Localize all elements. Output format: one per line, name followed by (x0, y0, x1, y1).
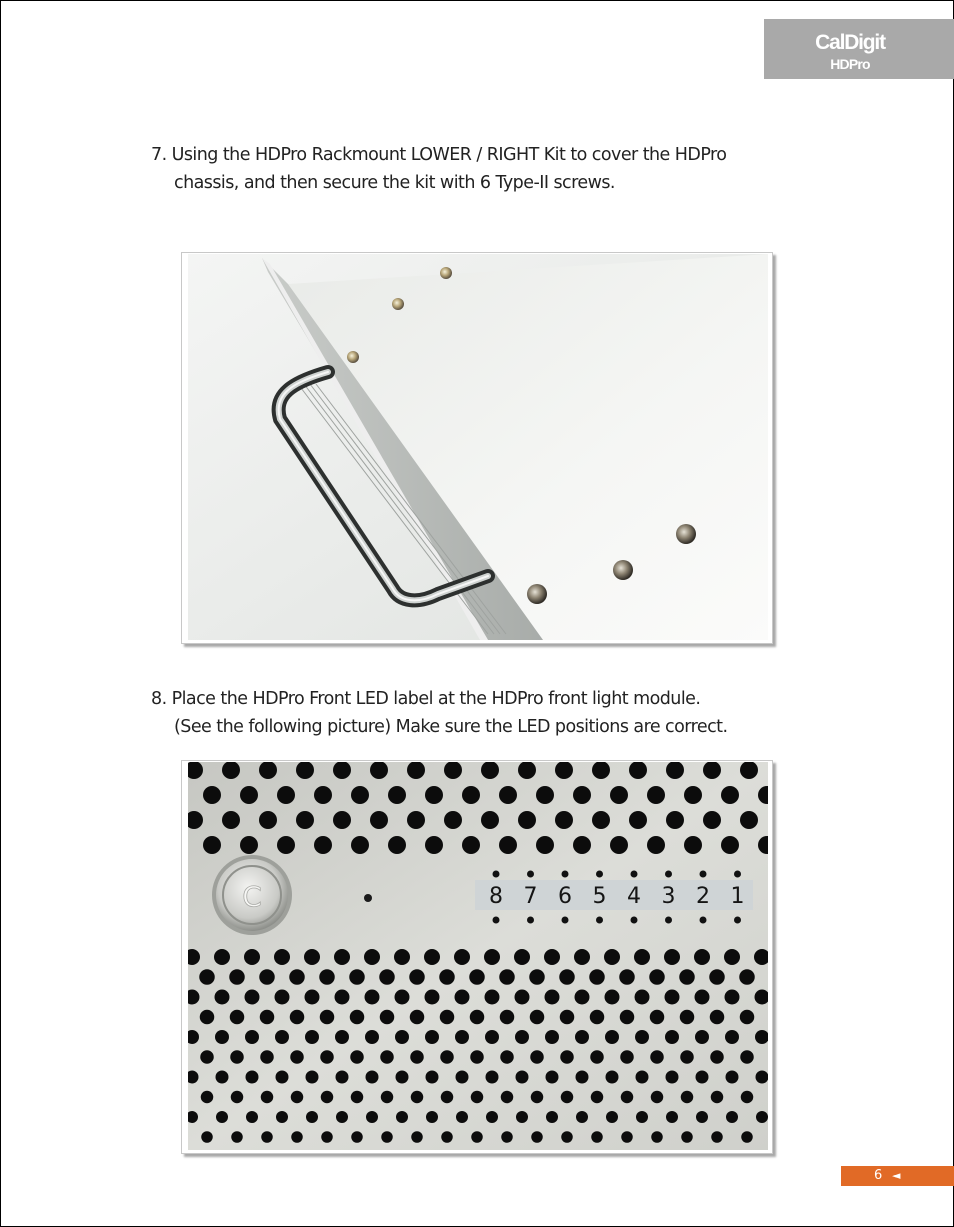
led-number: 2 (696, 884, 710, 909)
screw (440, 267, 452, 279)
led-dot-bottom (631, 917, 638, 924)
led-dot-top (631, 871, 638, 878)
logo-brand: CalDigit (815, 31, 885, 54)
led-number: 3 (661, 884, 676, 909)
led-dot-top (734, 871, 741, 878)
caldigit-hdpro-logo (764, 19, 954, 79)
led-dot-bottom (665, 917, 672, 924)
led-dot-top (493, 871, 500, 878)
led-dot-bottom (734, 917, 741, 924)
step-8-instruction (151, 685, 728, 741)
rackmount-kit-photo (188, 254, 768, 640)
led-number: 4 (627, 884, 641, 909)
indicator-dot (364, 894, 372, 902)
screw (676, 524, 696, 544)
screw (392, 298, 404, 310)
power-button (212, 855, 292, 935)
step-7-instruction (151, 141, 726, 197)
page-number-tab (841, 1166, 954, 1186)
led-dot-bottom (596, 917, 603, 924)
led-label-strip (475, 880, 753, 910)
led-number: 7 (523, 884, 538, 909)
led-dot-top (700, 871, 707, 878)
logo-product: HDPro (830, 56, 870, 72)
power-logo-icon: C (242, 880, 262, 913)
led-number: 8 (489, 884, 503, 909)
page-number: 6 (874, 1168, 883, 1183)
step-7-line-2: chassis, and then secure the kit with 6 Type-II screws. (174, 173, 615, 193)
step-8-line-1: 8. Place the HDPro Front LED label at the HDPro front light module. (151, 689, 701, 709)
led-number: 1 (730, 884, 745, 909)
led-dot-top (562, 871, 569, 878)
led-dot-top (596, 871, 603, 878)
front-led-photo-frame (181, 760, 773, 1154)
step-8-line-2: (See the following picture) Make sure the LED positions are correct. (174, 717, 728, 737)
led-number: 5 (592, 884, 607, 909)
screw (613, 560, 633, 580)
front-led-panel-photo (188, 762, 768, 1150)
page-arrow-icon: ◄ (892, 1169, 901, 1182)
led-dot-bottom (562, 917, 569, 924)
led-number: 6 (558, 884, 572, 909)
led-dot-bottom (493, 917, 500, 924)
rackmount-kit-photo-frame (181, 252, 773, 644)
screw (527, 584, 547, 604)
led-dot-bottom (700, 917, 707, 924)
led-dot-top (665, 871, 672, 878)
led-dot-top (527, 871, 534, 878)
step-7-line-1: 7. Using the HDPro Rackmount LOWER / RIGHT Kit to cover the HDPro (151, 145, 727, 165)
led-dot-bottom (527, 917, 534, 924)
screw (347, 351, 359, 363)
